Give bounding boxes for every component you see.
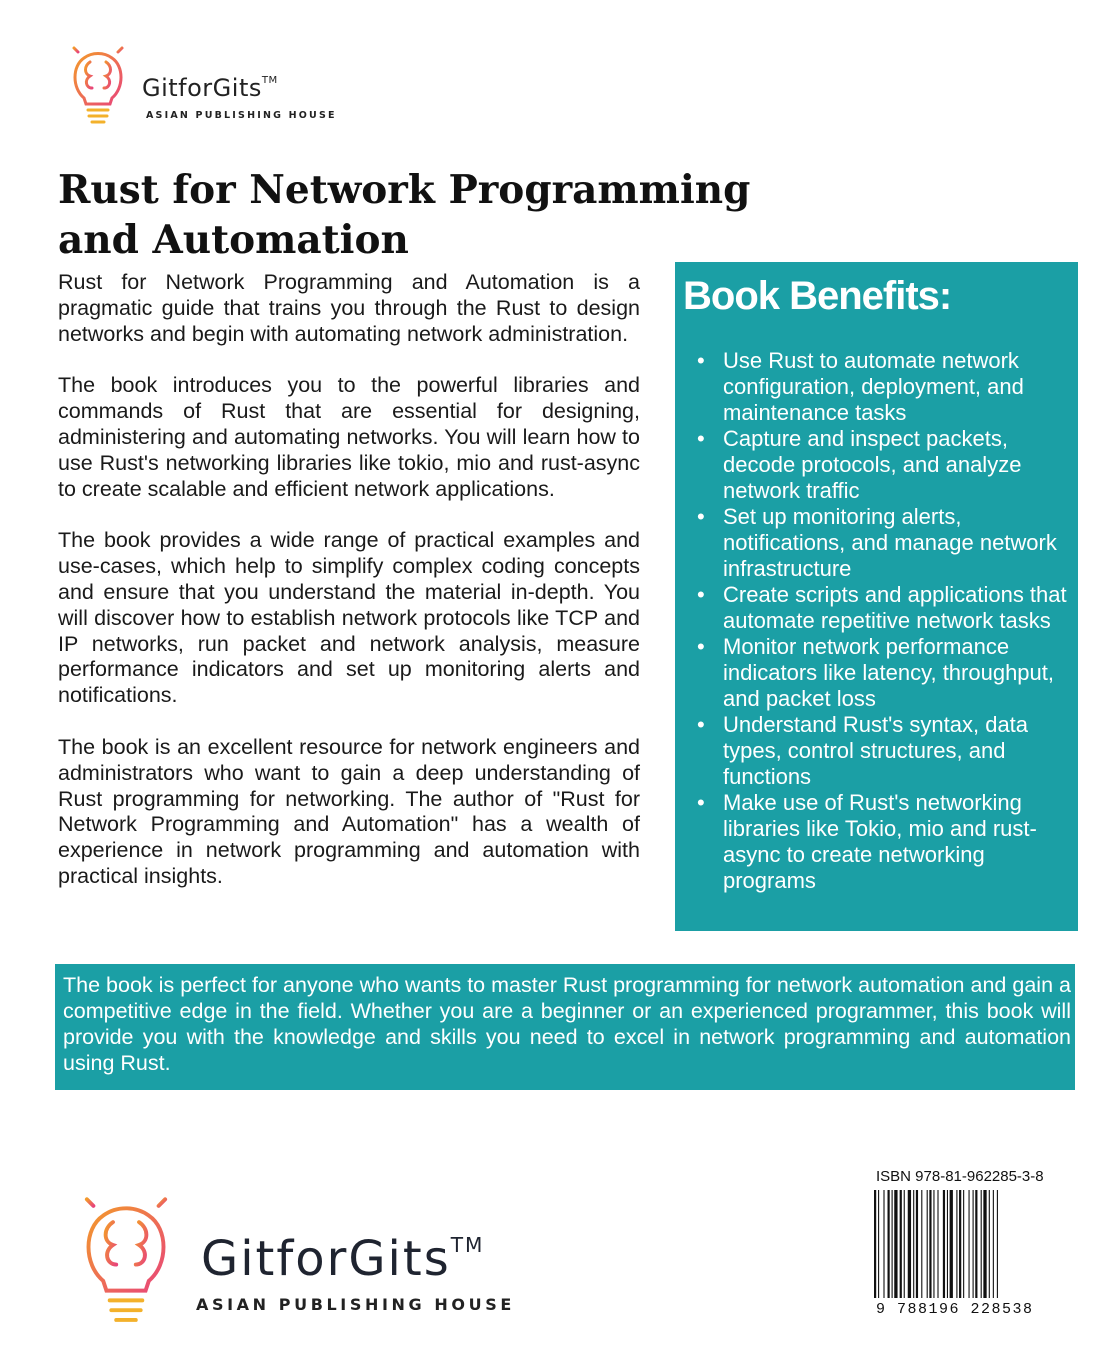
barcode-bar <box>950 1190 953 1298</box>
publisher-tagline: ASIAN PUBLISHING HOUSE <box>146 110 337 121</box>
publisher-logo-bottom <box>66 1183 536 1333</box>
summary-text: The book is perfect for anyone who wants to master Rust programming for network automation and gain a competitive edge in the field. Whether you are a beginner or an experienced programmer, this book will provide you with the knowledge and skills you need to excel in network programming and automation using Rust. <box>63 973 1071 1075</box>
barcode-bar <box>921 1190 922 1298</box>
barcode-bar <box>947 1190 948 1298</box>
barcode-bar <box>888 1190 890 1298</box>
barcode-bar <box>878 1190 879 1298</box>
benefits-list <box>675 348 1078 894</box>
bullet-icon: • <box>697 582 705 607</box>
barcode-bar <box>989 1190 990 1298</box>
description-paragraph: Rust for Network Programming and Automation is a pragmatic guide that trains you through the Rust to design networks and begin with automating network administration. <box>58 270 640 346</box>
barcode-bar <box>874 1190 876 1298</box>
description-paragraph: The book is an excellent resource for network engineers and administrators who want to gain a deep understanding of Rust programming for networking. The author of "Rust for Network Programming and Automation" has a wealth of experience in network programming and automation with practical insights. <box>58 734 640 888</box>
barcode-bar <box>913 1190 914 1298</box>
publisher-tagline: ASIAN PUBLISHING HOUSE <box>196 1295 515 1314</box>
description-paragraph: The book provides a wide range of practical examples and use-cases, which help to simplify complex coding concepts and ensure that you understand the material in-depth. You will discover how to establish network protocols like TCP and IP networks, run packet and network analysis, measure performance indicators and set up monitoring alerts and notifications. <box>58 528 640 708</box>
barcode-bar <box>959 1190 961 1298</box>
bullet-icon: • <box>697 634 705 659</box>
book-title-line-2: and Automation <box>58 217 409 263</box>
barcode-bar <box>908 1190 911 1298</box>
lightbulb-brain-logo-icon <box>66 1183 186 1333</box>
barcode-bar <box>997 1190 998 1298</box>
barcode-bar <box>973 1190 974 1298</box>
benefits-box <box>675 262 1078 931</box>
barcode-bar <box>929 1190 931 1298</box>
barcode-bar <box>883 1190 884 1298</box>
benefit-item: • Monitor network performance indicators like latency, throughput, and packet loss <box>697 634 1054 711</box>
book-title <box>58 165 758 265</box>
barcode-bar <box>927 1190 928 1298</box>
description-paragraph: The book introduces you to the powerful libraries and commands of Rust that are essential for designing, administering and automating networks. You will learn how to use Rust's networking libraries like tokio, mio and rust-async to create scalable and efficient network applications. <box>58 373 640 501</box>
barcode-bar <box>933 1190 934 1298</box>
benefit-item: • Use Rust to automate network configuration, deployment, and maintenance tasks <box>697 348 1024 425</box>
barcode-bar <box>983 1190 986 1298</box>
barcode-bar <box>900 1190 902 1298</box>
barcode-bar <box>943 1190 945 1298</box>
barcode-icon <box>872 1190 1042 1300</box>
bullet-icon: • <box>697 504 705 529</box>
bullet-icon: • <box>697 348 705 373</box>
barcode-bar <box>993 1190 994 1298</box>
barcode-bar <box>981 1190 982 1298</box>
barcode-bar <box>892 1190 893 1298</box>
barcode-digits: 9 788196 228538 <box>876 1301 1034 1318</box>
barcode-bar <box>916 1190 918 1298</box>
barcode-bar <box>904 1190 905 1298</box>
isbn-label: ISBN 978-81-962285-3-8 <box>876 1168 1044 1185</box>
benefit-item: • Set up monitoring alerts, notifications, and manage network infrastructure <box>697 504 1057 581</box>
bullet-icon: • <box>697 790 705 815</box>
barcode-bar <box>963 1190 964 1298</box>
description-column <box>58 270 640 916</box>
barcode-bar <box>937 1190 938 1298</box>
barcode-bar <box>956 1190 957 1298</box>
publisher-brand-name: GitforGits™ <box>142 74 278 102</box>
book-title-line-1: Rust for Network Programming <box>58 167 751 213</box>
publisher-logo-top <box>62 38 352 133</box>
benefit-item: • Create scripts and applications that automate repetitive network tasks <box>697 582 1067 633</box>
benefit-item: • Understand Rust's syntax, data types, control structures, and functions <box>697 712 1029 789</box>
barcode-bar <box>894 1190 897 1298</box>
summary-band <box>55 964 1075 1090</box>
bullet-icon: • <box>697 426 705 451</box>
bullet-icon: • <box>697 712 705 737</box>
benefit-item: • Capture and inspect packets, decode protocols, and analyze network traffic <box>697 426 1022 503</box>
benefits-heading: Book Benefits: <box>683 274 952 318</box>
publisher-brand-name: GitforGits™ <box>201 1231 485 1287</box>
lightbulb-brain-logo-icon <box>62 38 134 130</box>
barcode-bar <box>969 1190 970 1298</box>
benefit-item: • Make use of Rust's networking libraries like Tokio, mio and rust-async to create networking programs <box>697 790 1037 893</box>
barcode-bar <box>975 1190 977 1298</box>
